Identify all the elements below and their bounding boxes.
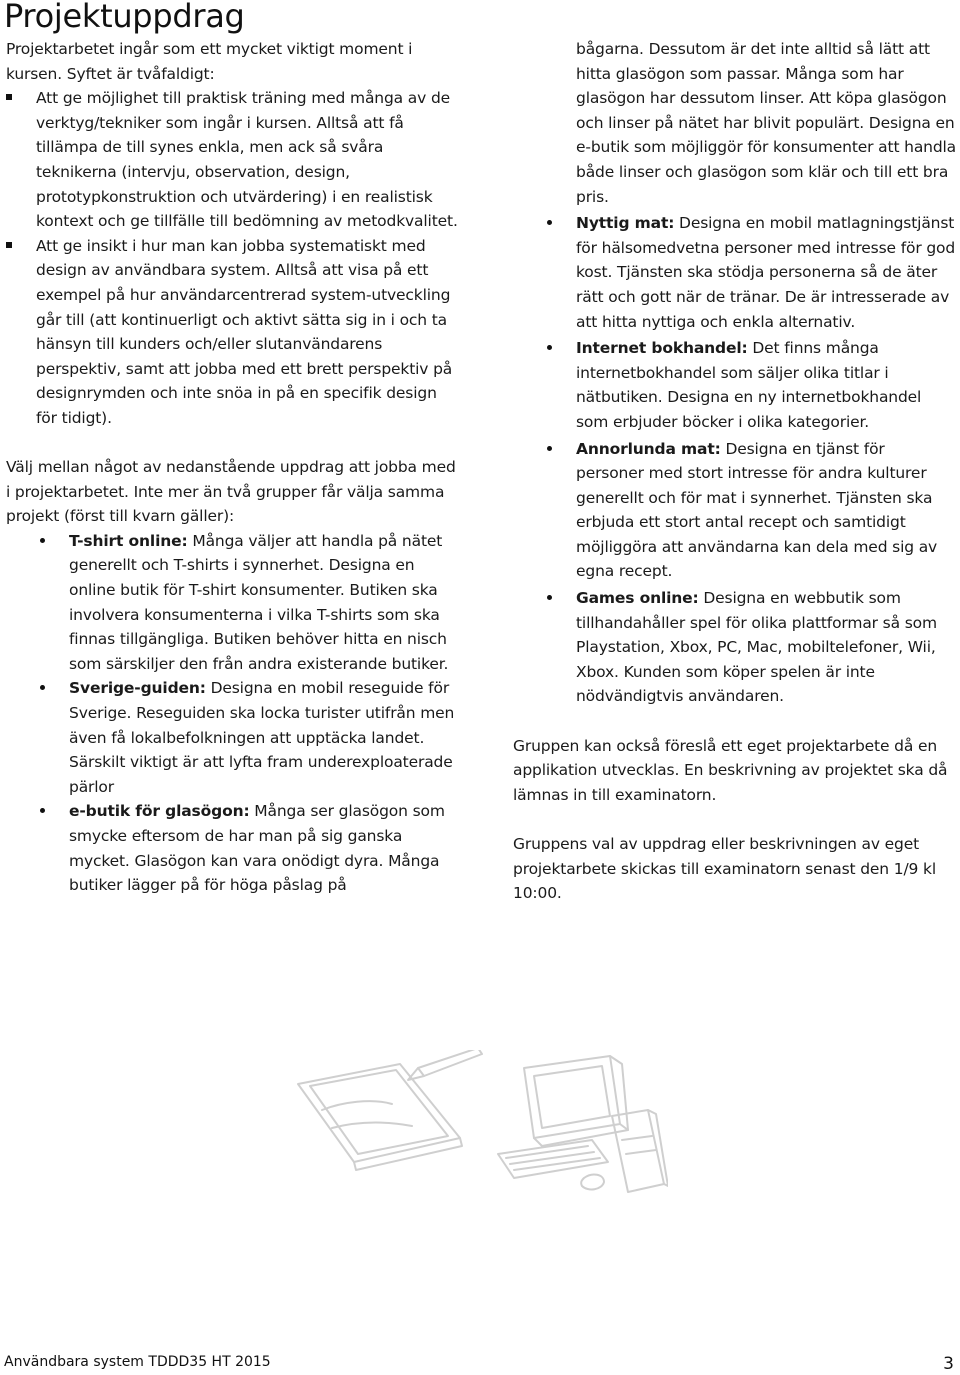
choose-paragraph: Välj mellan något av nedanstående uppdrag att jobba med i projektarbetet. Inte mer än två grupper får välja samma projekt (först till kvarn gäller):: [6, 458, 456, 526]
round-bullet-icon: [40, 808, 45, 813]
round-bullet-icon: [547, 220, 552, 225]
square-bullet-icon: [6, 94, 12, 100]
right-column: [513, 37, 957, 906]
own-project-paragraph: Gruppen kan också föreslå ett eget projektarbete då en applikation utvecklas. En beskrivning av projektet ska då lämnas in till examinatorn.: [513, 736, 948, 804]
square-bullet-icon: [6, 242, 12, 248]
project-item: [547, 437, 957, 585]
goal-text: Att ge insikt i hur man kan jobba systematiskt med design av användbara system. Alltså att visa på ett exempel på hur användarcentrerad system-utveckling går till (att kontinuerligt och aktivt sätta sig in i och ta hänsyn till kunders och/eller slutanvändarens perspektiv, samt att jobba med ett brett perspektiv på designrymden och inte snöa in på en specifik design för tidigt).: [36, 236, 453, 427]
round-bullet-icon: [40, 685, 45, 690]
project-item: [40, 799, 458, 897]
projects-list-left: [40, 529, 458, 898]
left-column: [6, 37, 458, 898]
goal-item: [6, 86, 458, 234]
page-number: 3: [943, 1354, 954, 1374]
project-name: Annorlunda mat:: [576, 439, 721, 458]
project-item: [40, 529, 458, 677]
project-description: Det finns många internetbokhandel som säljer olika titlar i nätbutiken. Designa en ny internetbokhandel som erbjuder böcker i olika kategorier.: [576, 339, 922, 431]
goal-text: Att ge möjlighet till praktisk träning med många av de verktyg/tekniker som ingår i kursen. Alltså att få tillämpa de till synes enkla, men ack så svåra teknikerna (intervju, observation, design, prototypkonstruktion och utvärdering) i en realistisk kontext och ge tillfälle till bedömning av metodkvalitet.: [36, 89, 458, 231]
tablet-and-computer-illustration: [292, 1050, 668, 1200]
project-description: Många väljer att handla på nätet generellt och T-shirts i synnerhet. Designa en online butik för T-shirt konsumenter. Butiken ska involvera konsumenterna i vilka T-shirts som ska finnas tillgängliga. Butiken behöver hitta en nisch som särskiljer den från andra existerande butiker.: [69, 531, 449, 673]
round-bullet-icon: [547, 595, 552, 600]
project-name: Games online:: [576, 589, 699, 608]
project-name: Internet bokhandel:: [576, 339, 748, 358]
project-description: Designa en mobil matlagningstjänst för hälsomedvetna personer med intresse för god kost. Tjänsten ska stödja personerna så de äter rätt och gott när de tränar. De är intresserade av att hitta nyttiga och enkla alternativ.: [576, 214, 956, 331]
project-item: [547, 586, 957, 709]
project-description: Designa en mobil reseguide för Sverige. Reseguiden ska locka turister utifrån men även få lokalbefolkningen att upptäcka landet. Särskilt viktigt är att lyfta fram underexploaterade pärlor: [69, 679, 455, 796]
projects-list-right: [547, 211, 957, 709]
project-item: [547, 211, 957, 334]
footer-course: Användbara system TDDD35 HT 2015: [4, 1354, 271, 1370]
page-title: Projektuppdrag: [4, 0, 245, 35]
goal-item: [6, 234, 458, 431]
project-name: Nyttig mat:: [576, 214, 675, 233]
project-description: Designa en tjänst för personer med stort intresse för andra kulturer generellt och för mat i synnerhet. Tjänsten ska erbjuda ett stort antal recept och samtidigt möjliggöra att användarna kan dela med sig av egna recept.: [576, 439, 938, 581]
project-name: T-shirt online:: [69, 531, 188, 550]
round-bullet-icon: [547, 345, 552, 350]
project-item: [547, 336, 957, 434]
project-description: Designa en webbutik som tillhandahåller spel för olika plattformar så som Playstation, Xbox, PC, Mac, mobiltelefoner, Wii, Xbox. Kunden som köper spelen är inte nödvändigtvis användaren.: [576, 589, 937, 706]
project-description: Många ser glasögon som smycke eftersom de har man på sig ganska mycket. Glasögon kan vara onödigt dyra. Många butiker lägger på för höga påslag på: [69, 802, 445, 895]
project-item: [40, 676, 458, 799]
round-bullet-icon: [40, 538, 45, 543]
intro-paragraph: Projektarbetet ingår som ett mycket viktigt moment i kursen. Syftet är tvåfaldigt:: [6, 40, 413, 83]
round-bullet-icon: [547, 446, 552, 451]
project-name: e-butik för glasögon:: [69, 802, 250, 821]
deadline-paragraph: Gruppens val av uppdrag eller beskrivningen av eget projektarbete skickas till examinatorn senast den 1/9 kl 10:00.: [513, 835, 937, 903]
project-continuation: bågarna. Dessutom är det inte alltid så lätt att hitta glasögon som passar. Många som har glasögon har dessutom linser. Att köpa glasögon och linser på nätet har blivit populärt. Designa en e-butik som möjliggör för konsumenter att handla både linser och glasögon som klär och till ett bra pris.: [576, 40, 957, 206]
project-name: Sverige-guiden:: [69, 679, 206, 698]
goals-list: [6, 86, 458, 430]
